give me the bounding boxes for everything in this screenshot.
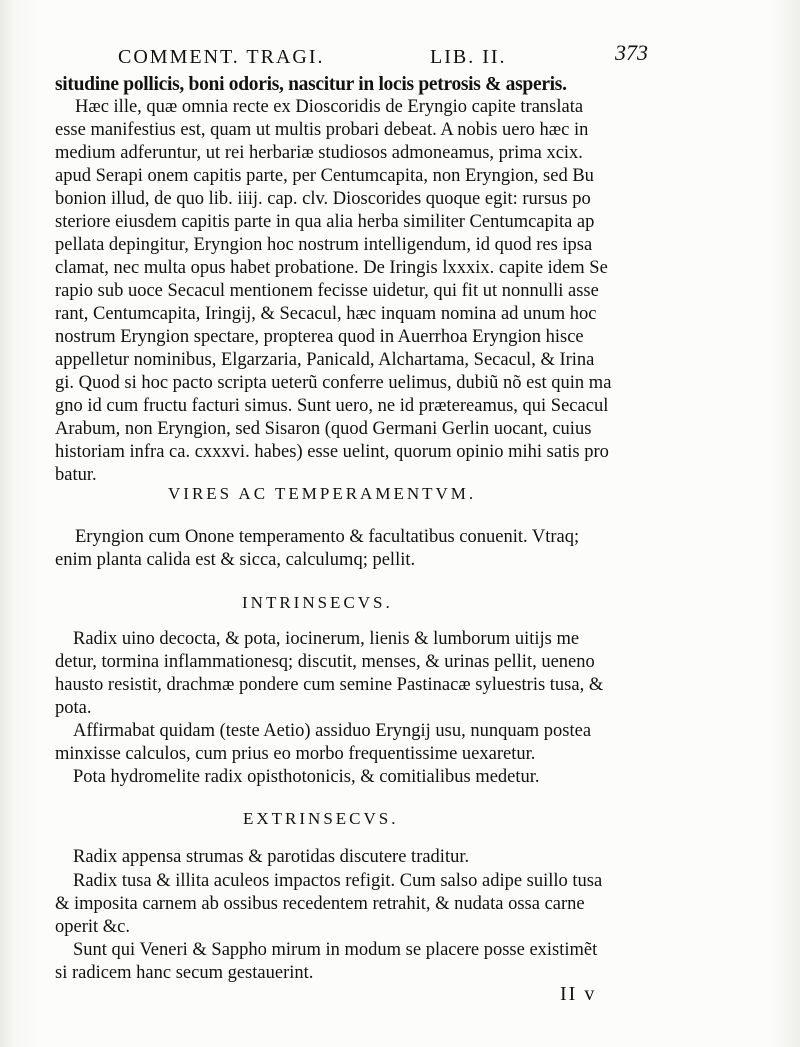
text-line: batur. (55, 465, 97, 485)
signature-mark: II v (560, 983, 597, 1005)
text-line: historiam infra ca. cxxxvi. habes) esse uelint, quorum opinio mihi satis pro (55, 442, 609, 462)
text-line: rapio sub uoce Secacul mentionem fecisse uidetur, qui fit ut nonnulli asse (55, 281, 599, 301)
text-line: esse manifestius est, quam ut multis probari debeat. A nobis uero hæc in (55, 120, 589, 140)
text-line: Hæc ille, quæ omnia recte ex Dioscoridis de Eryngio capite translata (75, 97, 584, 117)
section-heading-extrinsecus: EXTRINSECVS. (243, 809, 399, 828)
text-line: Radix appensa strumas & parotidas discutere traditur. (73, 847, 470, 867)
text-line: Affirmabat quidam (teste Aetio) assiduo Eryngij usu, nunquam postea (73, 721, 592, 741)
text-line: gi. Quod si hoc pacto scripta ueterũ conferre uelimus, dubiũ nõ est quin ma (55, 373, 612, 393)
text-line: si radicem hanc secum gestauerint. (55, 963, 314, 983)
text-line: enim planta calida est & sicca, calculumq; pellit. (55, 550, 416, 570)
text-line: gno id cum fructu facturi simus. Sunt uero, ne id prætereamus, qui Secacul (55, 396, 609, 416)
text-line: situdine pollicis, boni odoris, nascitur in locis petrosis & asperis. (55, 74, 567, 95)
text-line: medium adferuntur, ut rei herbariæ studiosos admoneamus, prima xcix. (55, 143, 583, 163)
page-number: 373 (615, 40, 648, 65)
text-line: apud Serapi onem capitis parte, per Centumcapita, non Eryngion, sed Bu (55, 166, 594, 186)
section-heading-intrinsecus: INTRINSECVS. (242, 593, 393, 612)
text-line: Radix uino decocta, & pota, iocinerum, lienis & lumborum uitijs me (73, 629, 580, 649)
text-line: Radix tusa & illita aculeos impactos refigit. Cum salso adipe suillo tusa (73, 871, 603, 891)
text-line: & imposita carnem ab ossibus recedentem retrahit, & nudata ossa carne (55, 894, 585, 914)
section-heading-vires: VIRES AC TEMPERAMENTVM. (168, 484, 477, 503)
text-line: pellata depingitur, Eryngion hoc nostrum intelligendum, id quod res ipsa (55, 235, 593, 255)
header-book: LIB. II. (430, 46, 507, 68)
text-line: Sunt qui Veneri & Sappho mirum in modum se placere posse existimẽt (73, 940, 598, 960)
text-line: rant, Centumcapita, Iringij, & Secacul, hæc inquam nomina ad unum hoc (55, 304, 597, 324)
running-header (110, 40, 650, 74)
text-line: Arabum, non Eryngion, sed Sisaron (quod Germani Gerlin uocant, cuius (55, 419, 592, 439)
text-line: operit &c. (55, 917, 131, 937)
text-line: Pota hydromelite radix opisthotonicis, & comitialibus medetur. (73, 767, 540, 787)
text-line: minxisse calculos, cum prius eo morbo frequentissime uexaretur. (55, 744, 536, 764)
text-line: nostrum Eryngion spectare, propterea quod in Auerrhoa Eryngion hisce (55, 327, 584, 347)
text-line: Eryngion cum Onone temperamento & facultatibus conuenit. Vtraq; (75, 527, 580, 547)
text-line: detur, tormina inflammationesq; discutit, menses, & urinas pellit, ueneno (55, 652, 595, 672)
text-line: pota. (55, 698, 92, 718)
header-title: COMMENT. TRAGI. (118, 46, 325, 68)
text-line: appelletur nominibus, Elgarzaria, Panicald, Alchartama, Secacul, & Irina (55, 350, 595, 370)
text-line: steriore eiusdem capitis parte in qua alia herba similiter Centumcapita ap (55, 212, 595, 232)
text-line: hausto resistit, drachmæ pondere cum semine Pastinacæ syluestris tusa, & (55, 675, 604, 695)
text-line: bonion illud, de quo lib. iiij. cap. clv. Dioscorides quoque egit: rursus po (55, 189, 591, 209)
text-line: clamat, nec multa opus habet probatione. De Iringis lxxxix. capite idem Se (55, 258, 608, 278)
